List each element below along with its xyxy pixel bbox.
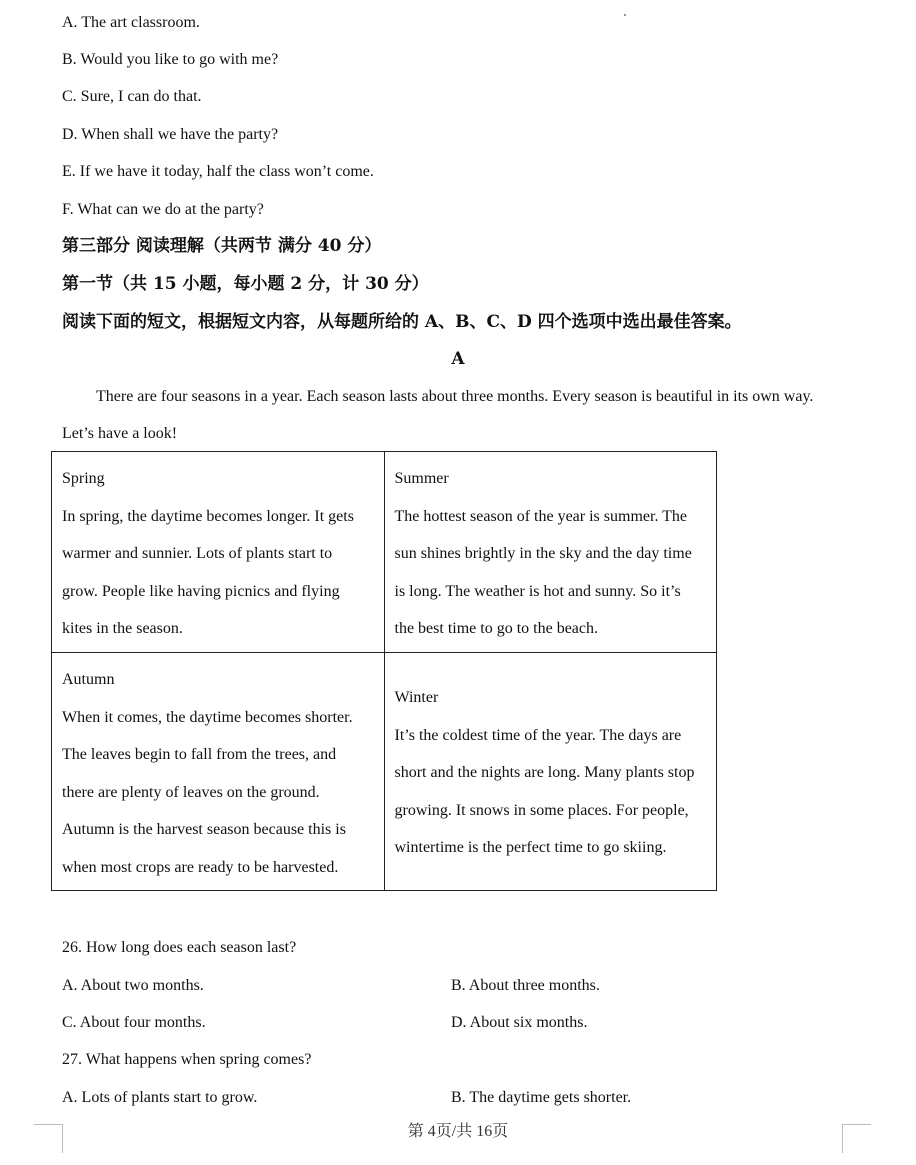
season-title: Summer bbox=[394, 470, 449, 487]
season-text-line: Autumn is the harvest season because this is bbox=[62, 821, 346, 838]
season-cell-autumn bbox=[52, 653, 385, 891]
question-26-option-b: B. About three months. bbox=[451, 977, 600, 994]
table-row bbox=[52, 653, 717, 891]
passage-label: A bbox=[451, 349, 465, 369]
season-text-line: The hottest season of the year is summer. The bbox=[394, 507, 688, 525]
season-text-line: warmer and sunnier. Lots of plants start to bbox=[62, 545, 333, 562]
season-title: Autumn bbox=[62, 671, 115, 688]
question-26-stem: 26. How long does each season last? bbox=[62, 939, 297, 956]
question-26-option-a: A. About two months. bbox=[62, 977, 204, 994]
season-cell-spring bbox=[52, 452, 385, 653]
question-27-option-a: A. Lots of plants start to grow. bbox=[62, 1089, 258, 1106]
season-text-line: short and the nights are long. Many plants stop bbox=[394, 764, 695, 781]
option-a: A. The art classroom. bbox=[62, 14, 200, 31]
question-26-option-c: C. About four months. bbox=[62, 1014, 206, 1031]
option-b: B. Would you like to go with me? bbox=[62, 51, 279, 68]
season-text-line: when most crops are ready to be harvested. bbox=[62, 858, 339, 876]
question-27-stem: 27. What happens when spring comes? bbox=[62, 1051, 312, 1068]
passage-intro-line2: Let’s have a look! bbox=[62, 425, 178, 442]
season-text-line: When it comes, the daytime becomes shorter. bbox=[62, 708, 353, 726]
season-title: Winter bbox=[394, 689, 439, 706]
section-subheading: 第一节（共 15 小题，每小题 2 分，计 30 分） bbox=[62, 274, 429, 294]
season-text-line: grow. People like having picnics and flying bbox=[62, 582, 340, 600]
season-text-line: wintertime is the perfect time to go skiing. bbox=[394, 839, 667, 856]
season-text-line: The leaves begin to fall from the trees, and bbox=[62, 746, 337, 763]
table-row bbox=[52, 452, 717, 653]
option-d: D. When shall we have the party? bbox=[62, 126, 279, 143]
season-text-line: is long. The weather is hot and sunny. So it’s bbox=[394, 582, 681, 600]
season-text-line: It’s the coldest time of the year. The days are bbox=[394, 726, 682, 744]
option-c: C. Sure, I can do that. bbox=[62, 88, 202, 105]
season-text-line: kites in the season. bbox=[62, 620, 183, 637]
season-text-line: In spring, the daytime becomes longer. It gets bbox=[62, 507, 354, 525]
option-e: E. If we have it today, half the class won’t come. bbox=[62, 163, 374, 180]
option-f: F. What can we do at the party? bbox=[62, 201, 264, 218]
seasons-table bbox=[51, 451, 717, 891]
season-text-line: sun shines brightly in the sky and the day time bbox=[394, 545, 692, 562]
section-instruction: 阅读下面的短文，根据短文内容，从每题所给的 A、B、C、D 四个选项中选出最佳答案。 bbox=[62, 312, 742, 332]
scan-speck bbox=[624, 14, 626, 16]
season-text-line: growing. It snows in some places. For people, bbox=[394, 801, 689, 819]
section-heading: 第三部分 阅读理解（共两节 满分 40 分） bbox=[62, 236, 382, 256]
page-number: 第 4页/共 16页 bbox=[407, 1123, 509, 1140]
question-27-option-b: B. The daytime gets shorter. bbox=[451, 1089, 632, 1106]
season-cell-winter bbox=[384, 653, 717, 891]
passage-intro-line1: There are four seasons in a year. Each season lasts about three months. Every season is beautiful in its own way. bbox=[96, 388, 814, 405]
question-26-option-d: D. About six months. bbox=[451, 1014, 588, 1031]
season-title: Spring bbox=[62, 470, 105, 487]
season-text-line: there are plenty of leaves on the ground. bbox=[62, 783, 320, 801]
season-text-line: the best time to go to the beach. bbox=[394, 620, 598, 637]
season-cell-summer bbox=[384, 452, 717, 653]
